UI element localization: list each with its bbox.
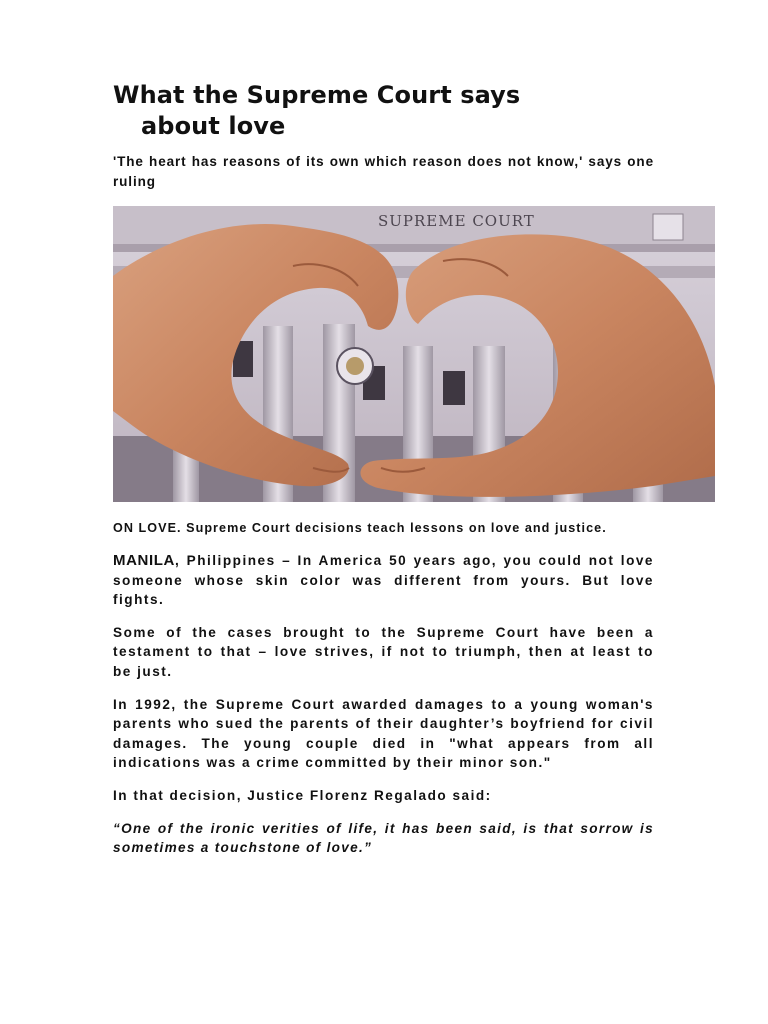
building-sign: SUPREME COURT: [378, 212, 535, 230]
paragraph-4: In that decision, Justice Florenz Regalado said:: [113, 787, 492, 803]
title-line-2: about love: [141, 112, 286, 140]
paragraph-1: [113, 551, 654, 610]
dateline: MANILA: [113, 552, 175, 569]
regalado-quote: “One of the ironic verities of life, it has been said, is that sorrow is sometimes a touchstone of love.”: [113, 820, 654, 856]
heart-hands-photo: [113, 206, 715, 502]
title-line-1: What the Supreme Court says: [113, 81, 521, 109]
paragraph-3: In 1992, the Supreme Court awarded damages to a young woman's parents who sued the parents of their daughter’s boyfriend for civil damages. The young couple died in "what appears from all indications was a crime committed by their minor son.": [113, 696, 654, 771]
article-subtitle: 'The heart has reasons of its own which reason does not know,' says one ruling: [113, 154, 654, 189]
article-title: [113, 80, 654, 142]
article: [113, 80, 654, 858]
paragraph-1-text: , Philippines – In America 50 years ago, you could not love someone whose skin color was different from yours. But love fights.: [113, 553, 654, 608]
image-caption: ON LOVE. Supreme Court decisions teach lessons on love and justice.: [113, 521, 607, 535]
paragraph-2: Some of the cases brought to the Supreme Court have been a testament to that – love strives, if not to triumph, then at least to be just.: [113, 624, 654, 679]
